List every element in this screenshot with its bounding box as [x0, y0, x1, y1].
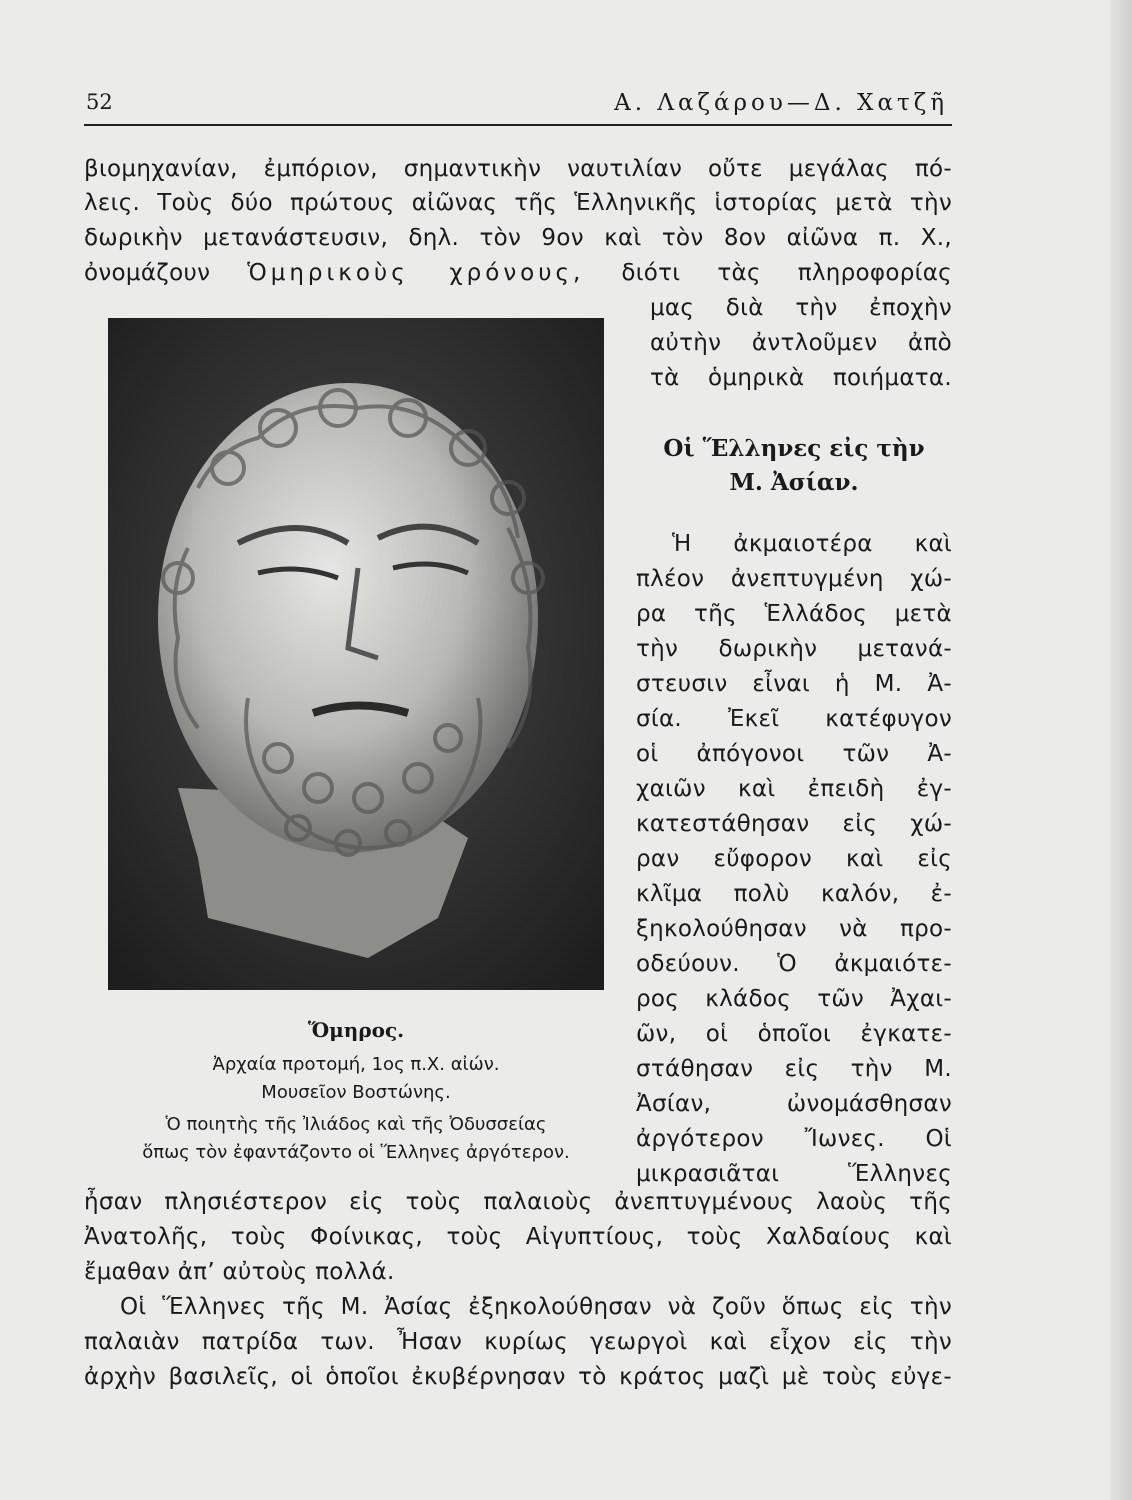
column-line: μας διὰ τὴν ἐποχὴν [650, 295, 952, 321]
column-line: μικρασιᾶται Ἕλληνες [636, 1161, 952, 1187]
column-line: Ἀσίαν, ὠνομάσθησαν [636, 1091, 952, 1117]
intro-line-4-before: ὀνομάζουν [84, 260, 211, 286]
paragraph-line: ἀρχὴν βασιλεῖς, οἱ ὁποῖοι ἐκυβέρνησαν τὸ κράτος μαζὶ μὲ τοὺς εὐγε- [84, 1364, 952, 1390]
column-line: ραν εὔφορον καὶ εἰς [636, 846, 952, 872]
intro-line-4-after: διότι τὰς πληροφορίας [621, 260, 952, 286]
figure-caption-line: Ἀρχαία προτομή, 1ος π.Χ. αἰών. [212, 1054, 500, 1075]
column-line: οδεύουν. Ὁ ἀκμαιότε- [636, 951, 952, 977]
section-heading-line1: Οἱ Ἕλληνες εἰς τὴν [663, 435, 925, 462]
figure-caption-line: ὅπως τὸν ἐφαντάζοντο οἱ Ἕλληνες ἀργότερον. [142, 1142, 570, 1163]
column-line: σία. Ἐκεῖ κατέφυγον [636, 706, 952, 732]
column-line: πλέον ἀνεπτυγμένη χώ- [636, 566, 952, 592]
column-line: αὐτὴν ἀντλοῦμεν ἀπὸ [650, 330, 952, 356]
figure-caption-line: Μουσεῖον Βοστώνης. [261, 1082, 451, 1103]
running-title: Α. Λαζάρου—Δ. Χατζῆ [614, 90, 948, 116]
homeric-times-term: Ὁμηρικοὺς χρόνους, [247, 260, 585, 286]
page-number: 52 [86, 90, 113, 114]
column-line: ἀργότερον Ἴωνες. Οἱ [636, 1126, 952, 1152]
column-line: στάθησαν εἰς τὴν Μ. [636, 1056, 952, 1082]
column-line: ρος κλάδος τῶν Ἀχαι- [636, 986, 952, 1012]
page-header [84, 90, 952, 126]
intro-line: δωρικὴν μετανάστευσιν, δηλ. τὸν 9ον καὶ τὸν 8ον αἰῶνα π. Χ., [84, 225, 952, 251]
column-line: κατεστάθησαν εἰς χώ- [636, 811, 952, 837]
column-line: ρα τῆς Ἑλλάδος μετὰ [636, 601, 952, 627]
column-line: οἱ ἀπόγονοι τῶν Ἀ- [636, 741, 952, 767]
closing-line: Ἀνατολῆς, τοὺς Φοίνικας, τοὺς Αἰγυπτίους, τοὺς Χαλδαίους καὶ [84, 1224, 952, 1250]
section-heading-line2: Μ. Ἀσίαν. [729, 469, 859, 496]
column-line: στευσιν εἶναι ἡ Μ. Ἀ- [636, 671, 952, 697]
closing-line: ἔμαθαν ἀπ’ αὐτοὺς πολλά. [84, 1259, 395, 1285]
closing-line: ἦσαν πλησιέστερον εἰς τοὺς παλαιοὺς ἀνεπτυγμένους λαοὺς τῆς [84, 1189, 952, 1215]
column-line: τὴν δωρικὴν μετανά- [636, 636, 952, 662]
intro-line: βιομηχανίαν, ἐμπόριον, σημαντικὴν ναυτιλίαν οὔτε μεγάλας πό- [84, 156, 952, 182]
figure-caption-line: Ὁ ποιητὴς τῆς Ἰλιάδος καὶ τῆς Ὀδυσσείας [165, 1114, 547, 1135]
figure-title: Ὅμηρος. [307, 1018, 405, 1042]
column-line: ξηκολούθησαν νὰ προ- [636, 916, 952, 942]
homer-bust-photo [108, 318, 604, 990]
column-line: χαιῶν καὶ ἐπειδὴ ἐγ- [636, 776, 952, 802]
paragraph-line: παλαιὰν πατρίδα των. Ἦσαν κυρίως γεωργοὶ καὶ εἶχον εἰς τὴν [84, 1329, 952, 1355]
intro-line: λεις. Τοὺς δύο πρώτους αἰῶνας τῆς Ἑλληνικῆς ἱστορίας μετὰ τὴν [84, 190, 952, 216]
homer-bust-illustration [108, 318, 604, 990]
column-line: κλῖμα πολὺ καλόν, ἐ- [636, 881, 952, 907]
paragraph-line: Οἱ Ἕλληνες τῆς Μ. Ἀσίας ἐξηκολούθησαν νὰ ζοῦν ὅπως εἰς τὴν [120, 1294, 952, 1320]
page-edge [1110, 0, 1132, 1500]
column-line: ῶν, οἱ ὁποῖοι ἐγκατε- [636, 1021, 952, 1047]
column-line: Ἡ ἀκμαιοτέρα καὶ [672, 531, 952, 557]
intro-line-4 [84, 258, 952, 288]
column-line: τὰ ὁμηρικὰ ποιήματα. [650, 365, 952, 391]
